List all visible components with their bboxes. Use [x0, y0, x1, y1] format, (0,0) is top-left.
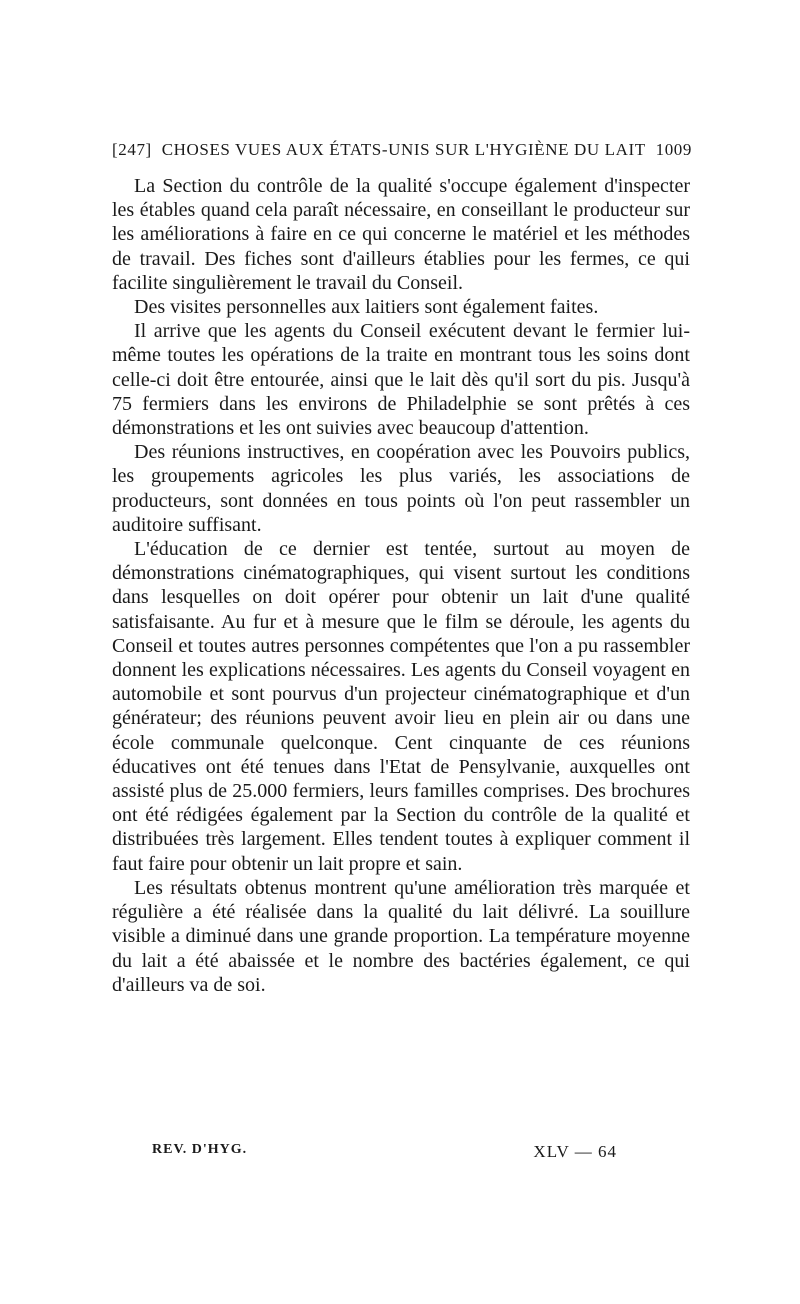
- paragraph: Des réunions instructives, en coopération avec les Pouvoirs publics, les groupements agricoles les plus variés, les associations de producteurs, sont données en tous points où l'on peut rassembler un auditoire suffisant.: [112, 441, 690, 536]
- paragraph: L'éducation de ce dernier est tentée, surtout au moyen de démonstrations cinématographiques, qui visent surtout les conditions dans lesquelles on doit opérer pour obtenir un lait d'une qualité satisfaisante. Au fur et à mesure que le film se déroule, les agents du Conseil et toutes autres personnes compétentes que l'on a pu rassembler donnent les explications nécessaires. Les agents du Conseil voyagent en automobile et sont pourvus d'un projecteur cinématographique et d'un générateur; des réunions peuvent avoir lieu en plein air ou dans une école communale quelconque. Cent cinquante de ces réunions éducatives ont été tenues dans l'Etat de Pensylvanie, auxquelles ont assisté plus de 25.000 fermiers, leurs familles comprises. Des brochures ont été rédigées également par la Section du contrôle de la qualité et distribuées très largement. Elles tendent toutes à expliquer comment il faut faire pour obtenir un lait propre et sain.: [112, 538, 690, 875]
- page-number: 1009: [655, 140, 692, 159]
- paragraph: Des visites personnelles aux laitiers sont également faites.: [134, 296, 599, 319]
- paragraph: Il arrive que les agents du Conseil exécutent devant le fermier lui-même toutes les opérations de la traite en montrant tous les soins dont celle-ci doit être entourée, ainsi que le lait dès qu'il sort du pis. Jusqu'à 75 fermiers dans les environs de Philadelphie se sont prêtés à ces démonstrations et les ont suivies avec beaucoup d'attention.: [112, 320, 690, 440]
- paragraph: Les résultats obtenus montrent qu'une amélioration très marquée et régulière a été réalisée dans la qualité du lait délivré. La souillure visible a diminué dans une grande proportion. La température moyenne du lait a été abaissée et le nombre des bactéries également, ce qui d'ailleurs va de soi.: [112, 876, 690, 996]
- paragraph: La Section du contrôle de la qualité s'occupe également d'inspecter les étables quand cela paraît nécessaire, en conseillant le producteur sur les améliorations à faire en ce qui concerne le matériel et les méthodes de travail. Des fiches sont d'ailleurs établies pour les fermes, ce qui facilite singulièrement le travail du Conseil.: [112, 175, 690, 294]
- page-footer: [152, 1142, 617, 1162]
- body-text: [112, 174, 690, 997]
- running-title: CHOSES VUES AUX ÉTATS-UNIS SUR L'HYGIÈNE DU LAIT: [161, 140, 646, 159]
- signature-mark: XLV — 64: [533, 1142, 617, 1161]
- page-reference: [247]: [112, 140, 152, 159]
- journal-abbreviation: REV. D'HYG.: [152, 1142, 248, 1157]
- running-head: [112, 140, 692, 160]
